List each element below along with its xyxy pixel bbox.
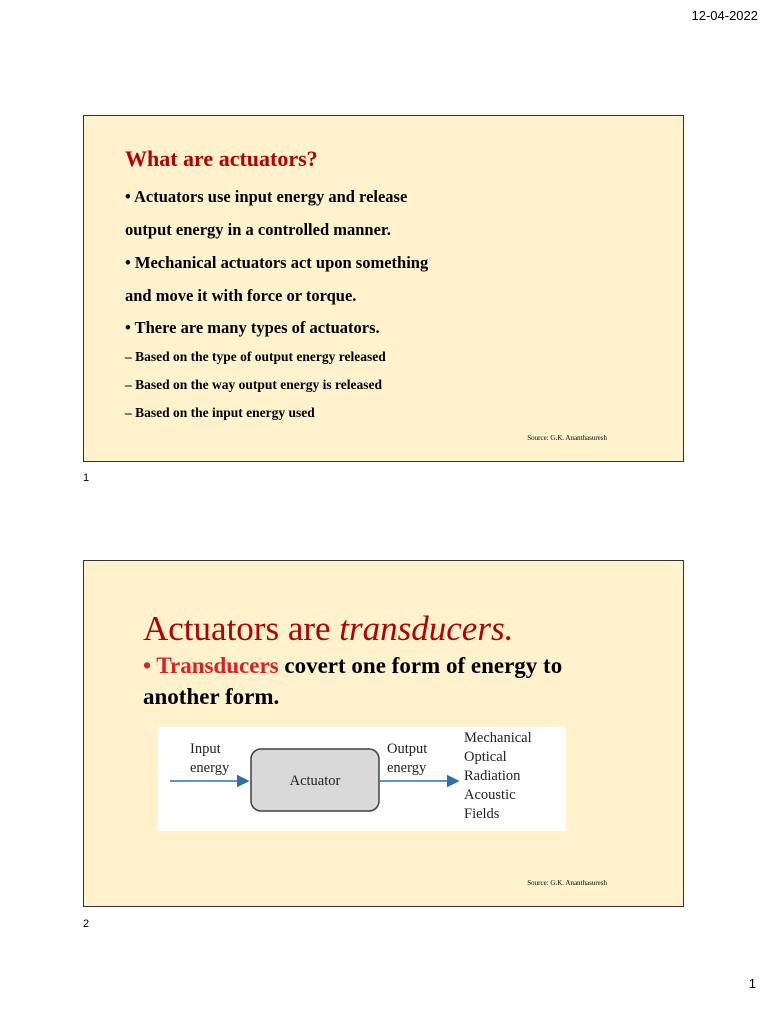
output-label-line1: Output [387,741,428,757]
transducer-diagram [158,727,566,831]
page-number: 1 [748,976,756,991]
slide-2-bullet-line2: another form. [143,684,280,709]
output-type: Acoustic [464,787,516,803]
slide-1-source: Source: G.K. Ananthasuresh [527,434,607,442]
slide-1-line: • Actuators use input energy and release [125,187,408,206]
slide-2-number: 2 [83,918,90,930]
slide-2-title-italic: transducers. [339,609,514,648]
slide-1-title: What are actuators? [125,146,318,171]
slide-1-number: 1 [83,472,90,484]
slide-2-title-plain: Actuators are [143,609,340,648]
output-label-line2: energy [387,760,427,776]
slide-1-sub-bullet: – Based on the type of output energy released [125,349,386,364]
output-type: Radiation [464,768,521,784]
slide-1-sub-bullet: – Based on the way output energy is released [125,377,383,392]
slide-2 [83,560,684,907]
output-type: Optical [464,749,507,765]
slide-2-bullet [143,653,562,679]
header-date: 12-04-2022 [691,8,758,23]
slide-1-line: • Mechanical actuators act upon something [125,253,429,272]
input-label-line2: energy [190,760,230,776]
actuator-label: Actuator [289,773,341,789]
slide-1-line: and move it with force or torque. [125,286,357,305]
output-type: Fields [464,806,500,822]
slide-1-line: output energy in a controlled manner. [125,220,391,239]
slide-1-line: • There are many types of actuators. [125,318,380,337]
slide-2-source: Source: G.K. Ananthasuresh [527,879,607,887]
slide-2-bullet-text: covert one form of energy to [278,653,563,678]
output-type: Mechanical [464,730,532,746]
slide-1-sub-bullet: – Based on the input energy used [125,405,315,420]
slide-2-bullet-keyword: • Transducers [143,653,279,678]
input-label-line1: Input [190,741,221,757]
slide-2-title [143,609,513,649]
slide-1 [83,115,684,462]
